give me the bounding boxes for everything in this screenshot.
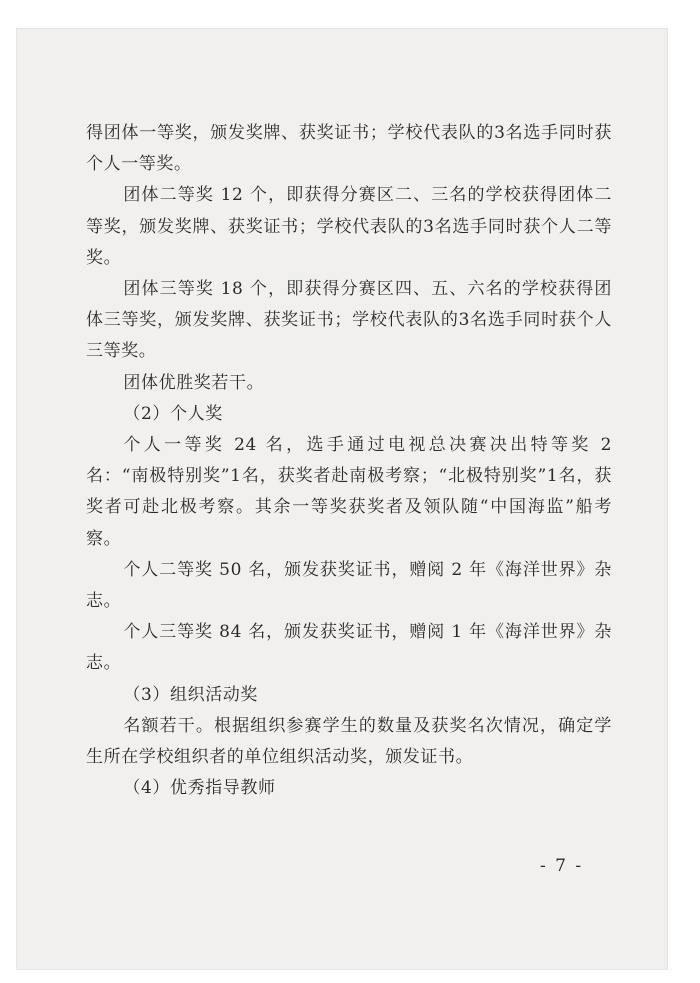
heading-individual-prize: （2）个人奖 (123, 403, 223, 424)
paragraph-individual-first-prize: 个人一等奖 24 名，选手通过电视总决赛决出特等奖 2 名：“南极特别奖”1名，获奖者赴南极考察；“北极特别奖”1名，获奖者可赴北极考察。其余一等奖获奖者及领队随“中国海监”船考察。 (86, 435, 612, 549)
page-number: - 7 - (540, 856, 584, 876)
paragraph-team-first-prize-continued: 得团体一等奖，颁发奖牌、获奖证书；学校代表队的3名选手同时获个人一等奖。 (86, 123, 612, 175)
paragraph-team-third-prize: 团体三等奖 18 个，即获得分赛区四、五、六名的学校获得团体三等奖，颁发奖牌、获奖证书；学校代表队的3名选手同时获个人三等奖。 (86, 279, 612, 362)
heading-organization-prize: （3）组织活动奖 (123, 684, 259, 705)
paragraph-individual-third-prize: 个人三等奖 84 名，颁发获奖证书，赠阅 1 年《海洋世界》杂志。 (86, 622, 612, 674)
paragraph-team-second-prize: 团体二等奖 12 个，即获得分赛区二、三名的学校获得团体二等奖，颁发奖牌、获奖证书；学校代表队的3名选手同时获个人二等奖。 (86, 185, 612, 268)
paragraph-team-excellence-prize: 团体优胜奖若干。 (123, 372, 265, 393)
document-body (86, 118, 612, 804)
paragraph-individual-second-prize: 个人二等奖 50 名，颁发获奖证书，赠阅 2 年《海洋世界》杂志。 (86, 559, 612, 612)
paragraph-organization-prize: 名额若干。根据组织参赛学生的数量及获奖名次情况，确定学生所在学校组织者的单位组织活动奖，颁发证书。 (86, 715, 612, 768)
heading-excellent-teacher: （4）优秀指导教师 (123, 778, 276, 799)
